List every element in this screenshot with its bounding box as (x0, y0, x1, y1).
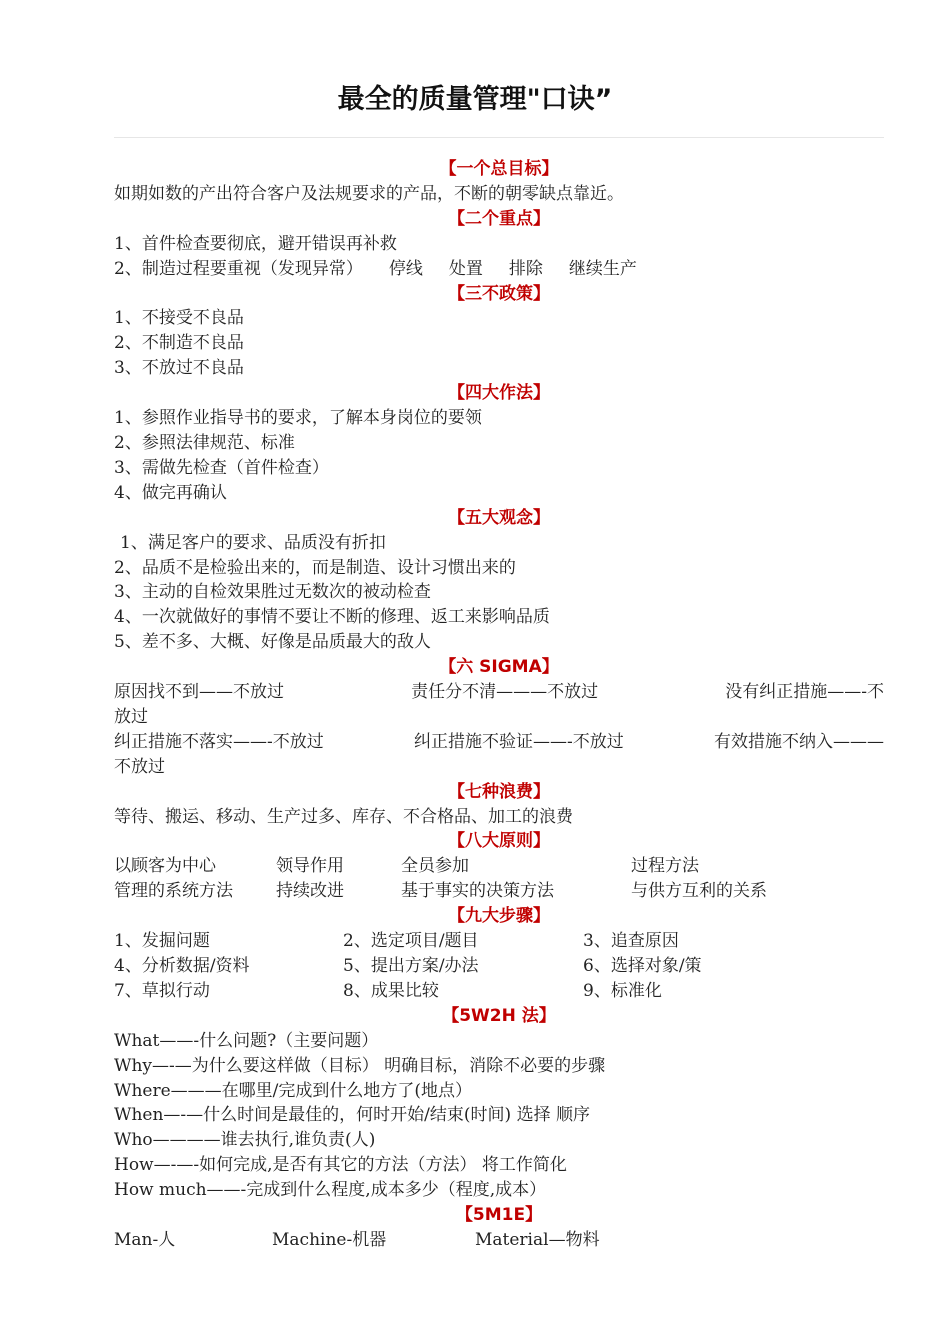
5w2h-line: What——-什么问题?（主要问题） (114, 1030, 379, 1051)
step-item: 2、选定项目/题目 (343, 931, 479, 952)
sigma-wrap: 放过 (114, 706, 148, 727)
5w2h-line: How—-—-如何完成,是否有其它的方法（方法） 将工作简化 (114, 1155, 567, 1176)
step-row (114, 929, 884, 954)
step-item: 9、标准化 (583, 980, 662, 1001)
section-heading-three-no: 【三不政策】 (448, 283, 550, 304)
principle-item: 过程方法 (631, 856, 699, 877)
step-item: 8、成果比较 (343, 980, 439, 1001)
principle-item: 持续改进 (276, 881, 344, 902)
sigma-item: 没有纠正措施——-不 (725, 682, 884, 703)
principle-item: 管理的系统方法 (114, 881, 233, 902)
sigma-item: 责任分不清———不放过 (411, 682, 599, 703)
5m1e-item: Material—物料 (475, 1229, 600, 1250)
step-item: 1、发掘问题 (114, 931, 210, 952)
concept-line: 2、品质不是检验出来的，而是制造、设计习惯出来的 (114, 557, 516, 578)
key-point-action: 排除 (508, 258, 543, 279)
sigma-wrap: 不放过 (114, 756, 165, 777)
step-item: 4、分析数据/资料 (114, 956, 250, 976)
sigma-item: 原因找不到——不放过 (114, 682, 284, 703)
concept-line: 1、满足客户的要求、品质没有折扣 (120, 532, 386, 553)
section-heading-5w2h: 【5W2H 法】 (442, 1005, 556, 1026)
policy-line: 3、不放过不良品 (114, 358, 244, 379)
principle-item: 基于事实的决策方法 (401, 881, 554, 902)
concept-line: 5、差不多、大概、好像是品质最大的敌人 (114, 632, 431, 653)
key-point-line: 1、首件检查要彻底，避开错误再补救 (114, 233, 397, 254)
section-heading-five-concepts: 【五大观念】 (448, 507, 550, 528)
document-body (114, 157, 884, 1253)
section-heading-goal: 【一个总目标】 (439, 159, 559, 179)
key-point-text: 2、制造过程要重视（发现异常） (114, 258, 363, 279)
principle-row (114, 854, 884, 879)
section-heading-5m1e: 【5M1E】 (455, 1205, 543, 1226)
5w2h-line: Who————谁去执行,谁负责(人) (114, 1130, 376, 1151)
section-heading-four-practices: 【四大作法】 (448, 383, 550, 404)
5m1e-item: Man-人 (114, 1229, 176, 1250)
goal-text: 如期如数的产出符合客户及法规要求的产品，不断的朝零缺点靠近。 (114, 183, 624, 204)
step-row (114, 979, 884, 1004)
page-title: 最全的质量管理"口诀” (337, 84, 613, 115)
key-point-action: 继续生产 (568, 258, 637, 279)
policy-line: 1、不接受不良品 (114, 308, 244, 329)
waste-line: 等待、搬运、移动、生产过多、库存、不合格品、加工的浪费 (114, 806, 573, 827)
sigma-row (114, 730, 884, 755)
practice-line: 3、需做先检查（首件检查） (114, 457, 329, 478)
concept-line: 4、一次就做好的事情不要让不断的修理、返工来影响品质 (114, 607, 550, 628)
step-item: 5、提出方案/办法 (343, 956, 479, 976)
sigma-item: 有效措施不纳入——— (714, 731, 884, 752)
key-point-line (114, 257, 884, 282)
5w2h-line: When—-—什么时间是最佳的，何时开始/结束(时间) 选择 顺序 (114, 1105, 590, 1126)
section-heading-eight-principles: 【八大原则】 (448, 831, 550, 852)
step-item: 3、追查原因 (583, 931, 679, 952)
principle-item: 领导作用 (276, 856, 344, 877)
sigma-item: 纠正措施不验证——-不放过 (414, 731, 624, 752)
key-point-action: 停线 (388, 258, 423, 279)
principle-item: 全员参加 (401, 856, 469, 877)
5w2h-line: How much——-完成到什么程度,成本多少（程度,成本） (114, 1180, 547, 1201)
5m1e-row (114, 1228, 884, 1253)
section-heading-nine-steps: 【九大步骤】 (448, 906, 550, 927)
principle-item: 以顾客为中心 (114, 856, 216, 877)
5w2h-line: Why—-—为什么要这样做（目标） 明确目标，消除不必要的步骤 (114, 1055, 606, 1076)
practice-line: 4、做完再确认 (114, 482, 227, 503)
concept-line: 3、主动的自检效果胜过无数次的被动检查 (114, 582, 431, 603)
policy-line: 2、不制造不良品 (114, 333, 244, 354)
sigma-row (114, 680, 884, 705)
principle-row (114, 879, 884, 904)
title-divider (114, 137, 884, 138)
section-heading-seven-wastes: 【七种浪费】 (448, 781, 550, 802)
practice-line: 2、参照法律规范、标准 (114, 432, 295, 453)
step-row (114, 954, 884, 979)
5w2h-line: Where———在哪里/完成到什么地方了(地点） (114, 1080, 473, 1101)
section-heading-key-points: 【二个重点】 (448, 208, 550, 229)
principle-item: 与供方互利的关系 (631, 881, 767, 902)
practice-line: 1、参照作业指导书的要求，了解本身岗位的要领 (114, 408, 482, 429)
sigma-item: 纠正措施不落实——-不放过 (114, 731, 324, 752)
key-point-action: 处置 (448, 258, 483, 279)
5m1e-item: Machine-机器 (272, 1229, 387, 1250)
section-heading-six-sigma: 【六 SIGMA】 (439, 657, 559, 678)
step-item: 7、草拟行动 (114, 980, 210, 1001)
step-item: 6、选择对象/策 (583, 956, 702, 976)
